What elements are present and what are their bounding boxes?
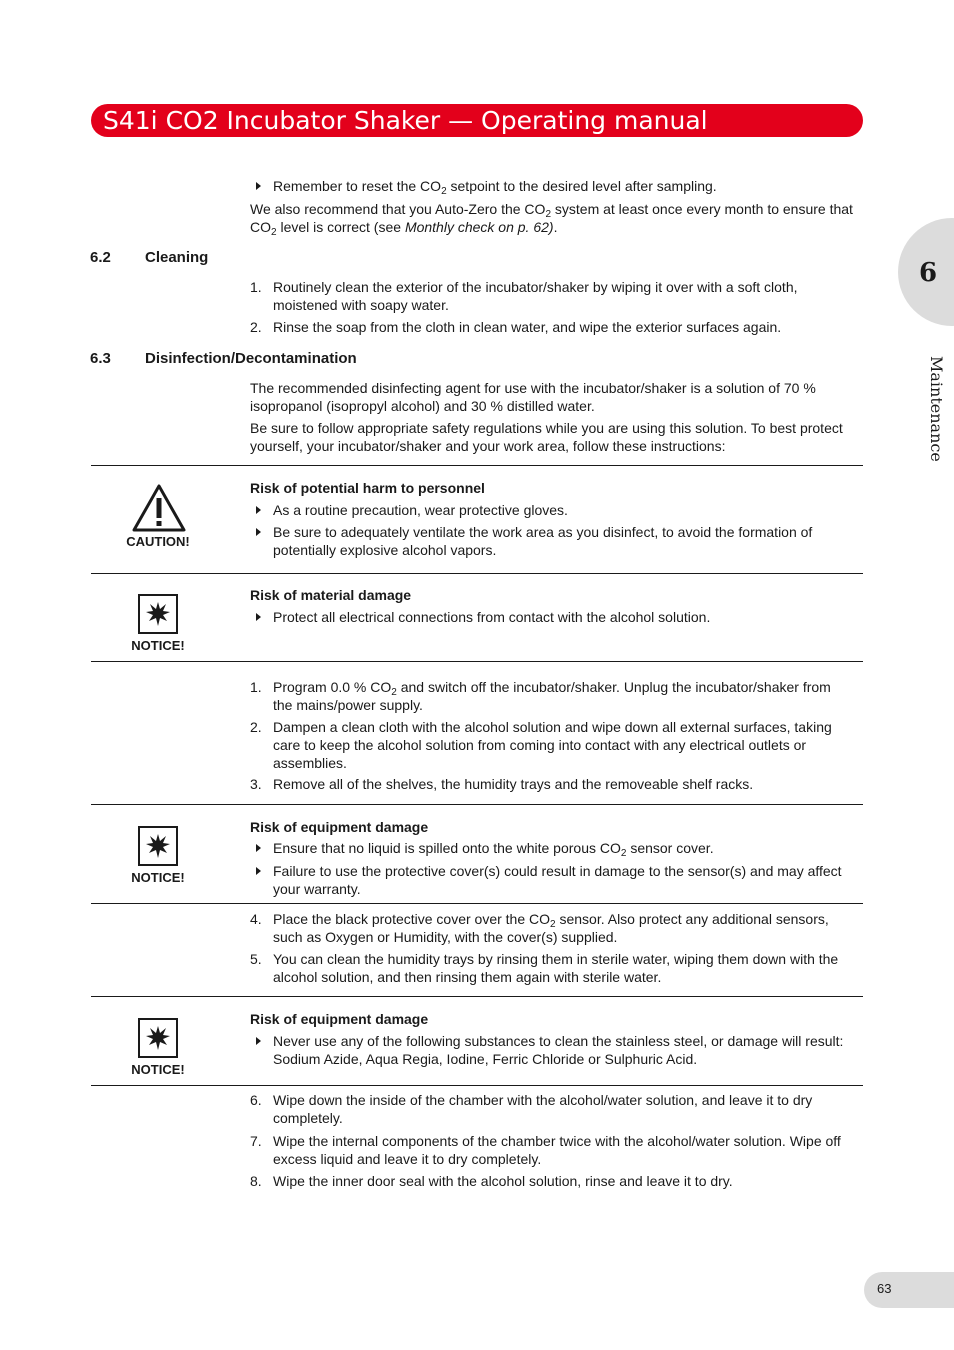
- notice-heading: Risk of equipment damage: [250, 819, 429, 835]
- disinfection-paragraph: The recommended disinfecting agent for use with the incubator/shaker is a solution of 70 % isopropanol (isopropyl alcohol) and 30 % distilled water.: [250, 380, 816, 414]
- divider: [91, 465, 863, 466]
- intro-bullet-text: Remember to reset the $CO_2$ setpoint to the desired level after sampling.: [273, 178, 717, 197]
- divider: [91, 996, 863, 997]
- caution-label: CAUTION!: [126, 534, 190, 549]
- disinfection-paragraph: Be sure to follow appropriate safety regulations while you are using this solution. To best protect yourself, your incubator/shaker and your work area, follow these instructions:: [250, 420, 843, 454]
- notice-label: NOTICE!: [131, 638, 185, 653]
- section-number: 6.2: [90, 249, 111, 266]
- page-number: 63: [877, 1281, 892, 1296]
- notice-damage-icon: [138, 1018, 178, 1058]
- divider: [91, 573, 863, 574]
- section-title: Disinfection/Decontamination: [145, 350, 357, 367]
- intro-paragraph: We also recommend that you Auto-Zero the $CO_2$ system at least once every month to ensure that $CO_2$ level is correct (see Monthly check on p. 62).: [250, 201, 853, 238]
- cross-reference: Monthly check on p. 62): [404, 219, 554, 235]
- bullet-arrow-icon: [256, 506, 261, 514]
- warning-triangle-icon: [131, 483, 187, 533]
- manual-title-banner: S41i CO2 Incubator Shaker — Operating manual: [91, 104, 863, 137]
- notice-damage-icon: [138, 594, 178, 634]
- section-title: Cleaning: [145, 249, 209, 266]
- divider: [91, 661, 863, 662]
- divider: [91, 804, 863, 805]
- bullet-arrow-icon: [256, 1037, 261, 1045]
- chapter-title-vertical: Maintenance: [927, 356, 946, 462]
- bullet-arrow-icon: [256, 528, 261, 536]
- bullet-arrow-icon: [256, 867, 261, 875]
- notice-heading: Risk of material damage: [250, 587, 412, 603]
- notice-damage-icon: [138, 826, 178, 866]
- chapter-number: 6: [918, 258, 938, 288]
- section-number: 6.3: [90, 350, 111, 367]
- notice-label: NOTICE!: [131, 870, 185, 885]
- bullet-arrow-icon: [256, 182, 261, 190]
- notice-label: NOTICE!: [131, 1062, 185, 1077]
- bullet-arrow-icon: [256, 844, 261, 852]
- bullet-arrow-icon: [256, 613, 261, 621]
- caution-heading: Risk of potential harm to personnel: [250, 480, 485, 496]
- divider: [91, 1085, 863, 1086]
- divider: [91, 903, 863, 904]
- notice-heading: Risk of equipment damage: [250, 1011, 429, 1027]
